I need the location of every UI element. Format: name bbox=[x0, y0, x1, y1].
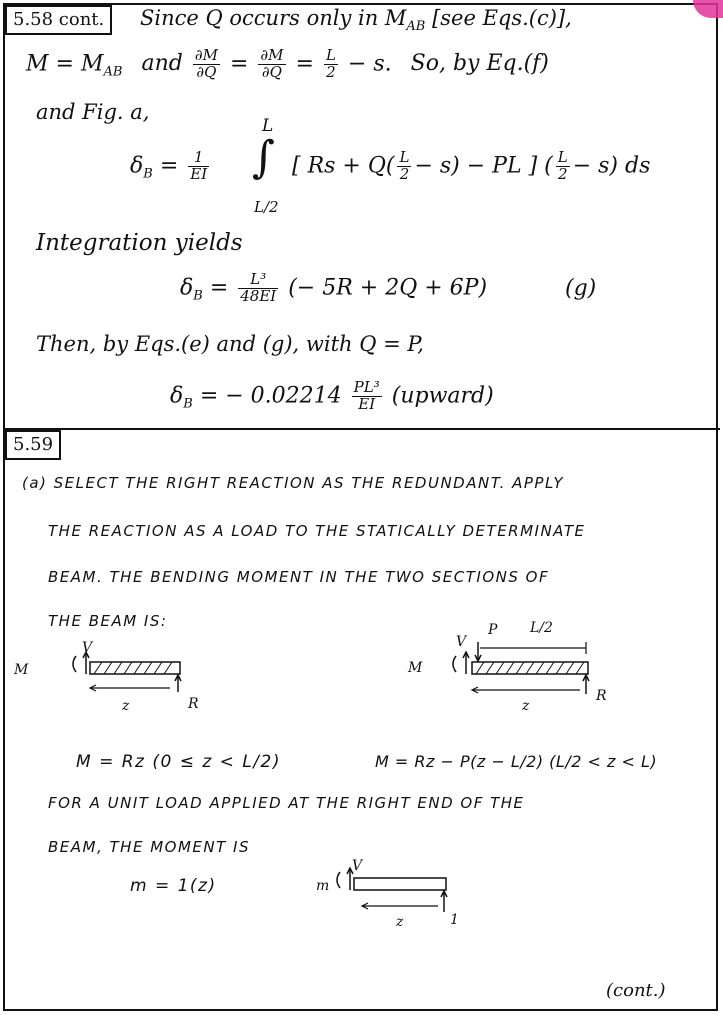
integrand-frac1-L: L bbox=[399, 148, 410, 166]
integration-yields: Integration yields bbox=[36, 230, 243, 256]
sym-M: M bbox=[26, 51, 49, 77]
fbd1-R: R bbox=[188, 696, 199, 712]
fbd1-hatch bbox=[94, 662, 172, 674]
final-value: = − 0.02214 bbox=[199, 383, 342, 409]
fbd2-V: V bbox=[456, 634, 467, 650]
derivative-line: $M = M_{AB}$ and $\frac{\partial M}{\partial Q}$ = $\frac{\partial M}{\partial Q}$ = $\frac{L}{2}$ − s. So, by Eq.(f) bbox=[26, 46, 549, 81]
frac-EI: EI bbox=[190, 164, 208, 183]
integral-upper: L bbox=[262, 116, 274, 136]
result-g: $\delta_B$ = $\frac{\text{L³}}{48EI}$ (− 5R + 2Q + 6P) bbox=[180, 270, 488, 305]
fbd2-L2: L/2 bbox=[530, 620, 553, 636]
fbd3-z: z bbox=[396, 914, 404, 930]
integrand-frac1 bbox=[397, 150, 411, 183]
frac-2: 2 bbox=[326, 62, 336, 81]
fbd3-beam bbox=[354, 878, 446, 890]
fbd-section-2 bbox=[400, 640, 620, 720]
fbd-unit-load bbox=[300, 864, 470, 934]
final-58 bbox=[170, 380, 494, 413]
frac-dMab-dQ bbox=[258, 48, 285, 81]
integrand-frac1-2: 2 bbox=[399, 164, 410, 183]
integral-lower: L/2 bbox=[254, 198, 279, 216]
problem-label-5-59-text: 5.59 bbox=[13, 434, 54, 455]
moment-eq-1: M = Rz (0 ≤ z < L/2) bbox=[76, 752, 281, 772]
since-ref: [see Eqs.(c)], bbox=[432, 6, 572, 30]
sym-Mab-sub: AB bbox=[103, 64, 123, 80]
para59-line4: THE BEAM IS: bbox=[48, 612, 168, 630]
integral-58: $\delta_B$ = $\frac{1}{EI}$ bbox=[130, 148, 208, 183]
integrand-frac2-2: 2 bbox=[557, 164, 568, 183]
frac-48EI: 48EI bbox=[240, 286, 277, 305]
frac-dQ2: ∂Q bbox=[261, 62, 282, 81]
fbd3-one: 1 bbox=[450, 912, 459, 928]
moment-eq-2: M = Rz − P(z − L/2) (L/2 < z < L) bbox=[375, 752, 658, 771]
integrand-a: [ Rs + Q( bbox=[292, 153, 395, 179]
integrand-frac2-L: L bbox=[557, 148, 568, 166]
section-divider bbox=[3, 428, 720, 430]
para59b-line1: FOR A UNIT LOAD APPLIED AT THE RIGHT END OF THE bbox=[48, 794, 525, 812]
frac-dM-dQ bbox=[193, 48, 220, 81]
frac-L: L bbox=[325, 46, 336, 64]
word-and: and bbox=[141, 51, 183, 77]
para59-line2: THE REACTION AS A LOAD TO THE STATICALLY DETERMINATE bbox=[48, 522, 586, 540]
frac-dM: ∂M bbox=[194, 46, 218, 64]
result-delta-sub: B bbox=[193, 288, 203, 304]
integrand-b: − s) − PL ] ( bbox=[414, 153, 553, 179]
integral-sign: ∫ bbox=[252, 132, 275, 183]
minus-s: − s. bbox=[347, 51, 392, 77]
problem-label-5-58 bbox=[5, 5, 112, 35]
fbd3-m: m bbox=[316, 878, 330, 894]
fbd1-moment-arrow bbox=[73, 656, 76, 672]
and-fig-line: and Fig. a, bbox=[36, 100, 150, 124]
frac-L3: L³ bbox=[238, 272, 278, 289]
result-delta: δ bbox=[180, 275, 194, 301]
frac-L3-48EI bbox=[238, 272, 278, 305]
fbd2-hatch bbox=[476, 662, 584, 674]
fbd1-z: z bbox=[122, 698, 130, 714]
unit-moment-eq: m = 1(z) bbox=[130, 876, 217, 896]
frac-dQ: ∂Q bbox=[196, 62, 217, 81]
sym-eq: = bbox=[55, 51, 74, 77]
frac-1-EI bbox=[188, 150, 209, 183]
fbd3-moment-arrow bbox=[337, 872, 340, 888]
fbd2-z: z bbox=[522, 698, 530, 714]
fbd2-R: R bbox=[596, 688, 607, 704]
since-sub: AB bbox=[406, 19, 426, 35]
result-expr: (− 5R + 2Q + 6P) bbox=[288, 275, 488, 301]
fbd-section-1 bbox=[30, 648, 210, 718]
para59-line1: (a) SELECT THE RIGHT REACTION AS THE REDUNDANT. APPLY bbox=[22, 474, 565, 492]
para59-line3: BEAM. THE BENDING MOMENT IN THE TWO SECTIONS OF bbox=[48, 568, 550, 586]
fbd2-M: M bbox=[408, 660, 423, 676]
fbd1-V: V bbox=[82, 640, 93, 656]
frac-dMab: ∂M bbox=[260, 46, 284, 64]
frac-L-2 bbox=[324, 48, 338, 81]
delta-B: δ bbox=[130, 153, 144, 179]
final-delta: δ bbox=[170, 383, 184, 409]
final-delta-sub: B bbox=[183, 396, 193, 412]
fbd2-P: P bbox=[488, 622, 498, 638]
cont-footer: (cont.) bbox=[606, 980, 666, 1001]
integrand-c: − s) ds bbox=[572, 153, 651, 179]
frac-final-EI: EI bbox=[358, 394, 376, 413]
final-dir: (upward) bbox=[391, 383, 494, 409]
integrand bbox=[292, 150, 650, 183]
problem-label-5-59 bbox=[5, 430, 61, 460]
since-text: Since Q occurs only in M bbox=[140, 6, 407, 30]
fbd2-moment-arrow bbox=[453, 656, 456, 672]
delta-B-sub: B bbox=[143, 166, 153, 182]
para59b-line2: BEAM, THE MOMENT IS bbox=[48, 838, 250, 856]
frac-PL3-EI bbox=[352, 380, 382, 413]
frac-PL3: PL³ bbox=[353, 378, 380, 396]
then-line: Then, by Eqs.(e) and (g), with Q = P, bbox=[36, 332, 424, 356]
problem-label-5-58-text: 5.58 cont. bbox=[13, 9, 105, 30]
fbd1-M: M bbox=[14, 662, 29, 678]
fbd3-V: V bbox=[352, 858, 363, 874]
so-by-eq: So, by Eq.(f) bbox=[410, 51, 549, 77]
sym-Mab: M bbox=[80, 51, 104, 77]
since-line bbox=[140, 6, 572, 34]
eq-label-g: (g) bbox=[565, 276, 597, 301]
frac-one: 1 bbox=[188, 150, 209, 167]
integrand-frac2 bbox=[556, 150, 570, 183]
